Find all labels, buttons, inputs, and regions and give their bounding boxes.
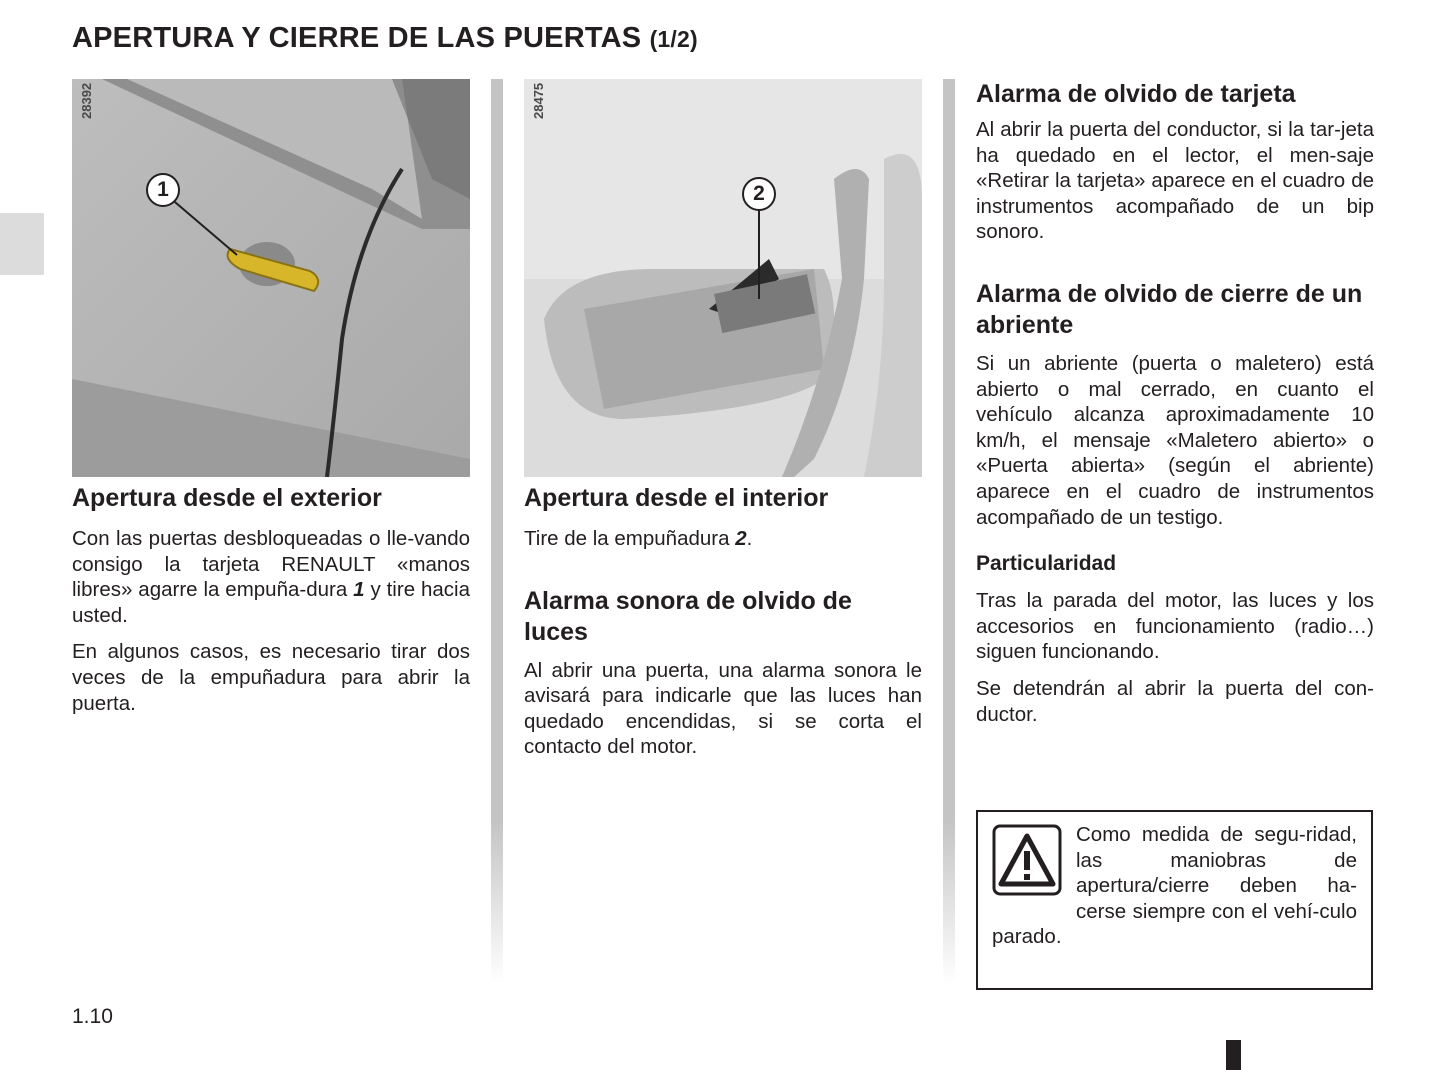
paragraph-exterior-1b: y tire hacia usted. xyxy=(72,578,471,627)
page-title-text: APERTURA Y CIERRE DE LAS PUERTAS xyxy=(72,22,642,54)
page-title-part: (1/2) xyxy=(649,26,698,52)
figure-interior-door-handle xyxy=(524,79,922,477)
callout-1: 1 xyxy=(146,173,180,207)
column-divider-right xyxy=(943,79,955,984)
paragraph-opening-alarm: Si un abriente (puerta o maletero) está abierto o mal cerrado, en cuanto el vehículo alcanza aproximadamente 10 km/h, el mensaje «Maletero abierto» o «Puerta abierta» (según el abriente) aparece en el cuadro de instrumentos acompañado de un testigo. xyxy=(976,351,1374,529)
page-edge-marker xyxy=(1226,1040,1241,1070)
section-side-tab xyxy=(0,213,44,275)
figure-reference-interior: 28475 xyxy=(531,82,546,119)
column-alarms xyxy=(976,79,1374,727)
heading-lights-alarm: Alarma sonora de olvido de luces xyxy=(524,586,852,646)
paragraph-particularidad-1: Tras la parada del motor, las luces y los accesorios en funcionamiento (radio…) siguen funcionando. xyxy=(976,589,1374,664)
paragraph-exterior-2: En algunos casos, es necesario tirar dos veces de la empuñadura para abrir la puerta. xyxy=(72,640,470,715)
paragraph-interior-1b: . xyxy=(746,527,753,550)
column-interior xyxy=(524,79,922,760)
paragraph-particularidad-2: Se detendrán al abrir la puerta del con-ductor. xyxy=(976,676,1374,726)
figure-exterior-door-handle xyxy=(72,79,470,477)
paragraph-lights-alarm: Al abrir una puerta, una alarma sonora le avisará para indicarle que las luces han quedado encendidas, si se corta el contacto del motor. xyxy=(524,658,922,759)
paragraph-exterior-1 xyxy=(72,526,470,628)
paragraph-interior-1a: Tire de la empuñadura xyxy=(524,527,736,550)
figure-reference-exterior: 28392 xyxy=(79,82,94,119)
heading-opening-alarm: Alarma de olvido de cierre de un abriente xyxy=(976,279,1363,339)
column-exterior xyxy=(72,79,470,716)
heading-card-alarm: Alarma de olvido de tarjeta xyxy=(976,80,1296,108)
interior-door-illustration xyxy=(524,79,922,477)
column-divider-left xyxy=(491,79,503,984)
paragraph-exterior-1a: Con las puertas desbloqueadas o lle-vando consigo la tarjeta RENAULT «manos libres» agarre la empuña-dura xyxy=(72,527,470,602)
ref-handle-1: 1 xyxy=(353,578,365,602)
safety-warning-box xyxy=(976,810,1373,990)
paragraph-card-alarm: Al abrir la puerta del conductor, si la tar-jeta ha quedado en el lector, el men-saje «Retirar la tarjeta» aparece en el cuadro de instrumentos acompañado de un bip sonoro. xyxy=(976,118,1374,244)
heading-exterior: Apertura desde el exterior xyxy=(72,484,382,512)
page-title xyxy=(72,22,698,55)
heading-interior: Apertura desde el interior xyxy=(524,484,829,512)
paragraph-interior-1 xyxy=(524,526,922,552)
warning-text: Como medida de segu-ridad, las maniobras de apertura/cierre deben ha-cerse siempre con el vehí-culo parado. xyxy=(992,823,1357,949)
ref-handle-2: 2 xyxy=(735,527,747,550)
page-number: 1.10 xyxy=(72,1005,113,1028)
callout-2: 2 xyxy=(742,177,776,211)
exterior-door-illustration xyxy=(72,79,470,477)
subheading-particularidad: Particularidad xyxy=(976,552,1117,576)
warning-triangle-icon xyxy=(992,824,1062,896)
